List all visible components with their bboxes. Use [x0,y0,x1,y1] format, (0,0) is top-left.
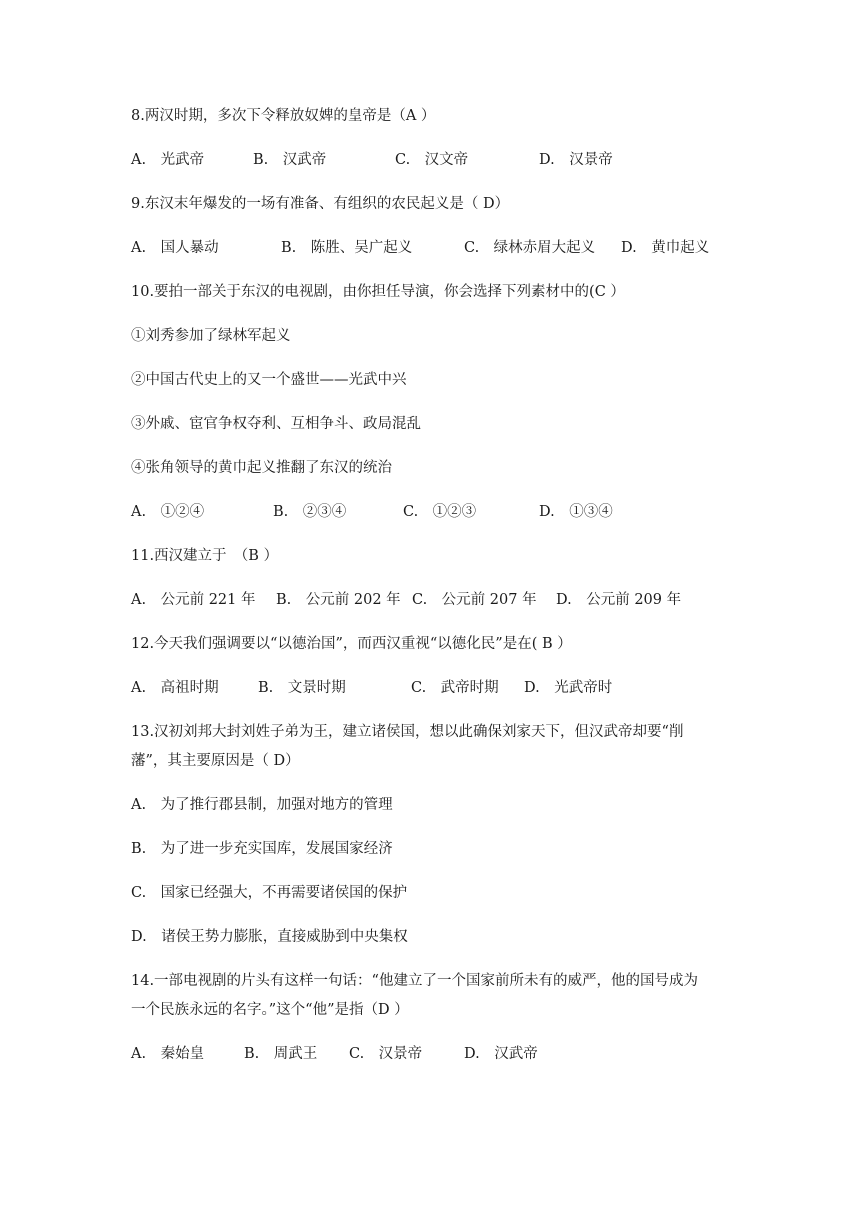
question-10-options [131,502,731,522]
option-d: D. 公元前 209 年 [556,592,682,608]
question-13-option-c: C. 国家已经强大，不再需要诸侯国的保护 [131,885,408,901]
option-a: A. 光武帝 [131,152,205,168]
option-b: B. 陈胜、吴广起义 [281,240,413,256]
question-13-option-b: B. 为了进一步充实国库，发展国家经济 [131,841,393,857]
option-c: C. 绿林赤眉大起义 [464,240,596,256]
question-9-options [131,238,731,258]
option-d: D. 汉武帝 [464,1046,538,1062]
question-10-stem: 10.要拍一部关于东汉的电视剧，由你担任导演，你会选择下列素材中的(C ） [131,284,625,300]
option-b: B. 汉武帝 [253,152,327,168]
question-13-option-a: A. 为了推行郡县制，加强对地方的管理 [131,797,393,813]
option-a: A. ①②④ [131,504,205,520]
question-12-options [131,678,731,698]
question-13-stem-line-1: 13.汉初刘邦大封刘姓子弟为王，建立诸侯国，想以此确保刘家天下，但汉武帝却要“削 [131,724,684,740]
option-c: C. 公元前 207 年 [412,592,537,608]
question-14-options [131,1044,731,1064]
question-10-item-2: ②中国古代史上的又一个盛世——光武中兴 [131,372,407,388]
option-c: C. 武帝时期 [411,680,499,696]
option-b: B. 周武王 [244,1046,318,1062]
option-a: A. 国人暴动 [131,240,219,256]
question-10-item-3: ③外戚、宦官争权夺利、互相争斗、政局混乱 [131,416,421,432]
question-9-stem: 9.东汉末年爆发的一场有准备、有组织的农民起义是（ D） [131,196,510,212]
option-d: D. ①③④ [539,504,613,520]
option-b: B. 文景时期 [258,680,346,696]
question-11-options [131,590,731,610]
question-12-stem: 12.今天我们强调要以“以德治国”，而西汉重视“以德化民”是在( B ） [131,636,572,652]
option-a: A. 公元前 221 年 [131,592,256,608]
question-13-stem-line-2: 藩”，其主要原因是（ D） [131,753,300,769]
option-d: D. 光武帝时 [524,680,613,696]
question-8-options [131,150,731,170]
question-10-item-1: ①刘秀参加了绿林军起义 [131,328,291,344]
option-c: C. 汉文帝 [395,152,469,168]
question-14-stem-line-2: 一个民族永远的名字。”这个“他”是指（D ） [131,1002,409,1018]
option-c: C. 汉景帝 [349,1046,423,1062]
question-11-stem: 11.西汉建立于 （B ） [131,548,279,564]
option-a: A. 高祖时期 [131,680,219,696]
option-b: B. 公元前 202 年 [276,592,401,608]
option-b: B. ②③④ [273,504,347,520]
question-8-stem: 8.两汉时期，多次下令释放奴婢的皇帝是（A ） [131,108,436,124]
question-10-item-4: ④张角领导的黄巾起义推翻了东汉的统治 [131,460,392,476]
option-a: A. 秦始皇 [131,1046,205,1062]
question-13-option-d: D. 诸侯王势力膨胀，直接威胁到中央集权 [131,929,408,945]
option-c: C. ①②③ [403,504,477,520]
option-d: D. 汉景帝 [539,152,613,168]
option-d: D. 黄巾起义 [621,240,710,256]
question-14-stem-line-1: 14.一部电视剧的片头有这样一句话：“他建立了一个国家前所未有的威严，他的国号成为 [131,973,698,989]
